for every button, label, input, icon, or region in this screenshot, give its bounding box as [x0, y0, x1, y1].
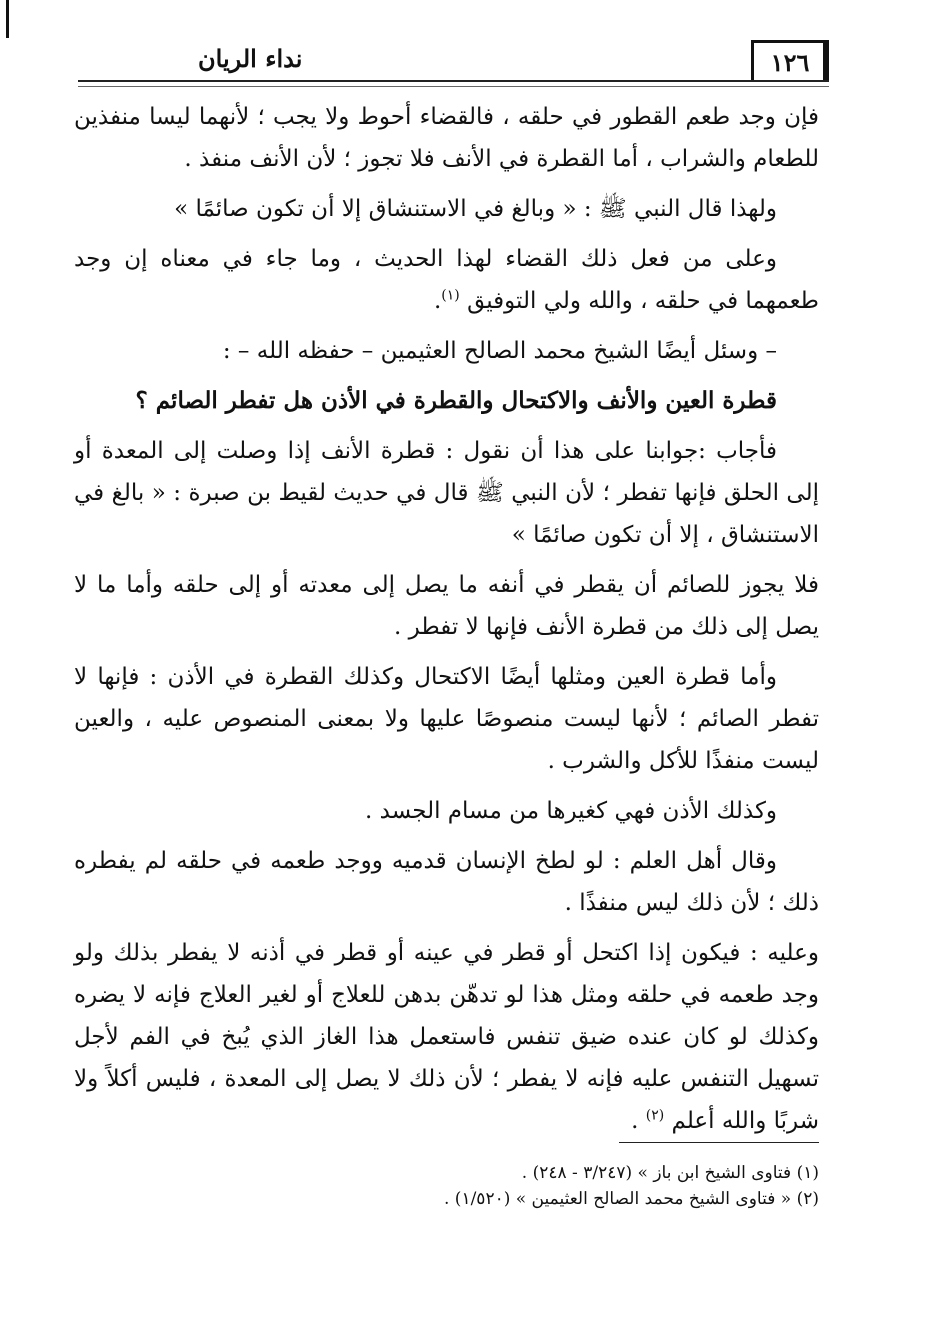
paragraph-1: فإن وجد طعم القطور في حلقه ، فالقضاء أحوط ولا يجب ؛ لأنهما ليسا منفذين للطعام والشراب ، أما القطرة في الأنف فلا تجوز ؛ لأن الأنف منفذ .	[74, 104, 819, 172]
paragraph-question-intro: – وسئل أيضًا الشيخ محمد الصالح العثيمين – حفظه الله – :	[222, 338, 777, 364]
paragraph-3: وعلى من فعل ذلك القضاء لهذا الحديث ، وما جاء في معناه إن وجد طعمهما في حلقه ، والله ولي التوفيق $^{(١)}$.	[74, 246, 819, 314]
body-text	[74, 96, 819, 1150]
answer-3: وأما قطرة العين ومثلها أيضًا الاكتحال وكذلك القطرة في الأذن : فإنها لا تفطر الصائم ؛ لأنها ليست منصوصًا عليها ولا بمعنى المنصوص عليه ، والعين ليست منفذًا للأكل والشرب .	[74, 664, 819, 774]
footnote-ref-2: (٢)	[645, 1107, 665, 1124]
page-header	[78, 40, 829, 82]
page-number: ١٢٦	[751, 40, 829, 82]
answer-6-text: وعليه : فيكون إذا اكتحل أو قطر في عينه أو قطر في أذنه لا يفطر بذلك ولو وجد طعمه في حلقه ومثل هذا لو تدهّن بدهن للعلاج أو لغير العلاج فإنه لا يضره وكذلك لو كان عنده ضيق تنفس فاستعمل هذا الغاز الذي يُبخ في الفم لأجل تسهيل التنفس عليه فإنه لا يفطر ؛ لأن ذلك لا يصل إلى المعدة ، فليس أكلاً ولا شربًا والله أعلم	[74, 940, 819, 1134]
scan-edge-mark	[6, 0, 9, 38]
header-rule	[78, 80, 829, 87]
answer-2: فلا يجوز للصائم أن يقطر في أنفه ما يصل إلى معدته أو إلى حلقه وأما ما لا يصل إلى ذلك من قطرة الأنف فإنها لا تفطر .	[74, 572, 819, 640]
paragraph-2: ولهذا قال النبي ﷺ : « وبالغ في الاستنشاق إلا أن تكون صائمًا »	[174, 196, 777, 222]
footnote-ref-1: (١)	[441, 287, 460, 304]
question: قطرة العين والأنف والاكتحال والقطرة في الأذن هل تفطر الصائم ؟	[135, 387, 777, 414]
answer-1: فأجاب :جوابنا على هذا أن نقول : قطرة الأنف إذا وصلت إلى المعدة أو إلى الحلق فإنها تفطر ؛ لأن النبي ﷺ قال في حديث لقيط بن صبرة : « بالغ في الاستنشاق ، إلا أن تكون صائمًا »	[74, 438, 819, 548]
footnotes	[74, 1160, 819, 1212]
answer-5: وقال أهل العلم : لو لطخ الإنسان قدميه ووجد طعمه في حلقه لم يفطره ذلك ؛ لأن ذلك ليس منفذًا .	[74, 848, 819, 916]
answer-6: وعليه : فيكون إذا اكتحل أو قطر في عينه أو قطر في أذنه لا يفطر بذلك ولو وجد طعمه في حلقه ومثل هذا لو تدهّن بدهن للعلاج أو لغير العلاج فإنه لا يضره وكذلك لو كان عنده ضيق تنفس فاستعمل هذا الغاز الذي يُبخ في الفم لأجل تسهيل التنفس عليه فإنه لا يفطر ؛ لأن ذلك لا يصل إلى المعدة ، فليس أكلاً ولا شربًا والله أعلم $^{(٢)}$ .	[74, 940, 819, 1134]
answer-4: وكذلك الأذن فهي كغيرها من مسام الجسد .	[365, 798, 777, 824]
footnote-2: (٢) « فتاوى الشيخ محمد الصالح العثيمين » (١/٥٢٠) .	[444, 1189, 819, 1209]
footnote-1: (١) فتاوى الشيخ ابن باز » (٣/٢٤٧ - ٢٤٨) .	[521, 1163, 819, 1183]
running-title: نداء الريان	[198, 44, 303, 73]
paragraph-3-text: وعلى من فعل ذلك القضاء لهذا الحديث ، وما جاء في معناه إن وجد طعمهما في حلقه ، والله ولي التوفيق	[74, 246, 819, 314]
footnote-rule	[619, 1142, 819, 1143]
